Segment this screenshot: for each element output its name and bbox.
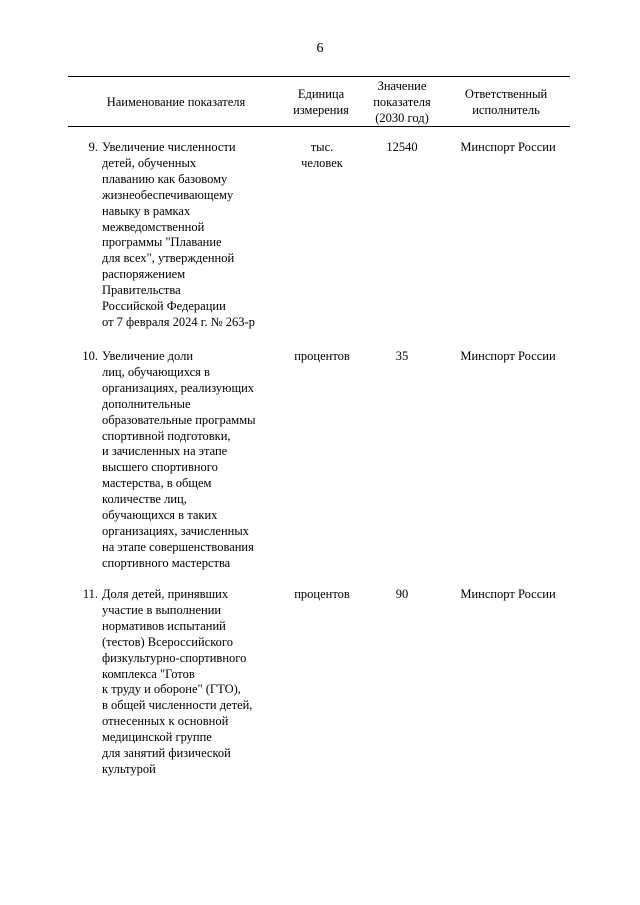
indicator-value: 12540: [386, 140, 418, 154]
indicator-unit: процентов: [294, 349, 350, 363]
indicator-name: Увеличение доли лиц, обучающихся в организациях, реализующих дополнительные образовательные программы спортивной подготовки, и зачисленных на этапе высшего спортивного мастерства, в общем количестве лиц, обучающихся в таких организациях, зачисленных на этапе совершенствования спортивного мастерства: [102, 349, 256, 570]
row-number: 11.: [82, 587, 98, 601]
responsible-executor: Минспорт России: [460, 349, 556, 363]
header-value-2030: Значение показателя (2030 год): [373, 79, 431, 125]
header-executor: Ответственный исполнитель: [464, 87, 548, 117]
indicator-value: 35: [395, 349, 409, 363]
page-number: 6: [316, 41, 324, 56]
indicator-unit: тыс. человек: [301, 140, 343, 170]
responsible-executor: Минспорт России: [460, 587, 556, 601]
indicator-unit: процентов: [294, 587, 350, 601]
header-unit: Единица измерения: [293, 87, 349, 117]
row-number: 10.: [82, 349, 98, 363]
row-number: 9.: [88, 140, 98, 154]
indicator-name: Увеличение численности детей, обученных плаванию как базовому жизнеобеспечивающему навыку в рамках межведомственной программы "Плавание для всех", утвержденной распоряжением Правительства Российской Федерации от 7 февраля 2024 г. № 263-р: [102, 140, 255, 329]
table-top-rule: [68, 76, 570, 77]
table-header-rule: [68, 126, 570, 127]
indicator-value: 90: [395, 587, 409, 601]
responsible-executor: Минспорт России: [460, 140, 556, 154]
indicator-name: Доля детей, принявших участие в выполнении нормативов испытаний (тестов) Всероссийского физкультурно-спортивного комплекса "Готов к труду и обороне" (ГТО), в общей численности детей, отнесенных к основной медицинской группе для занятий физической культурой: [102, 587, 253, 776]
header-indicator-name: Наименование показателя: [106, 95, 246, 109]
